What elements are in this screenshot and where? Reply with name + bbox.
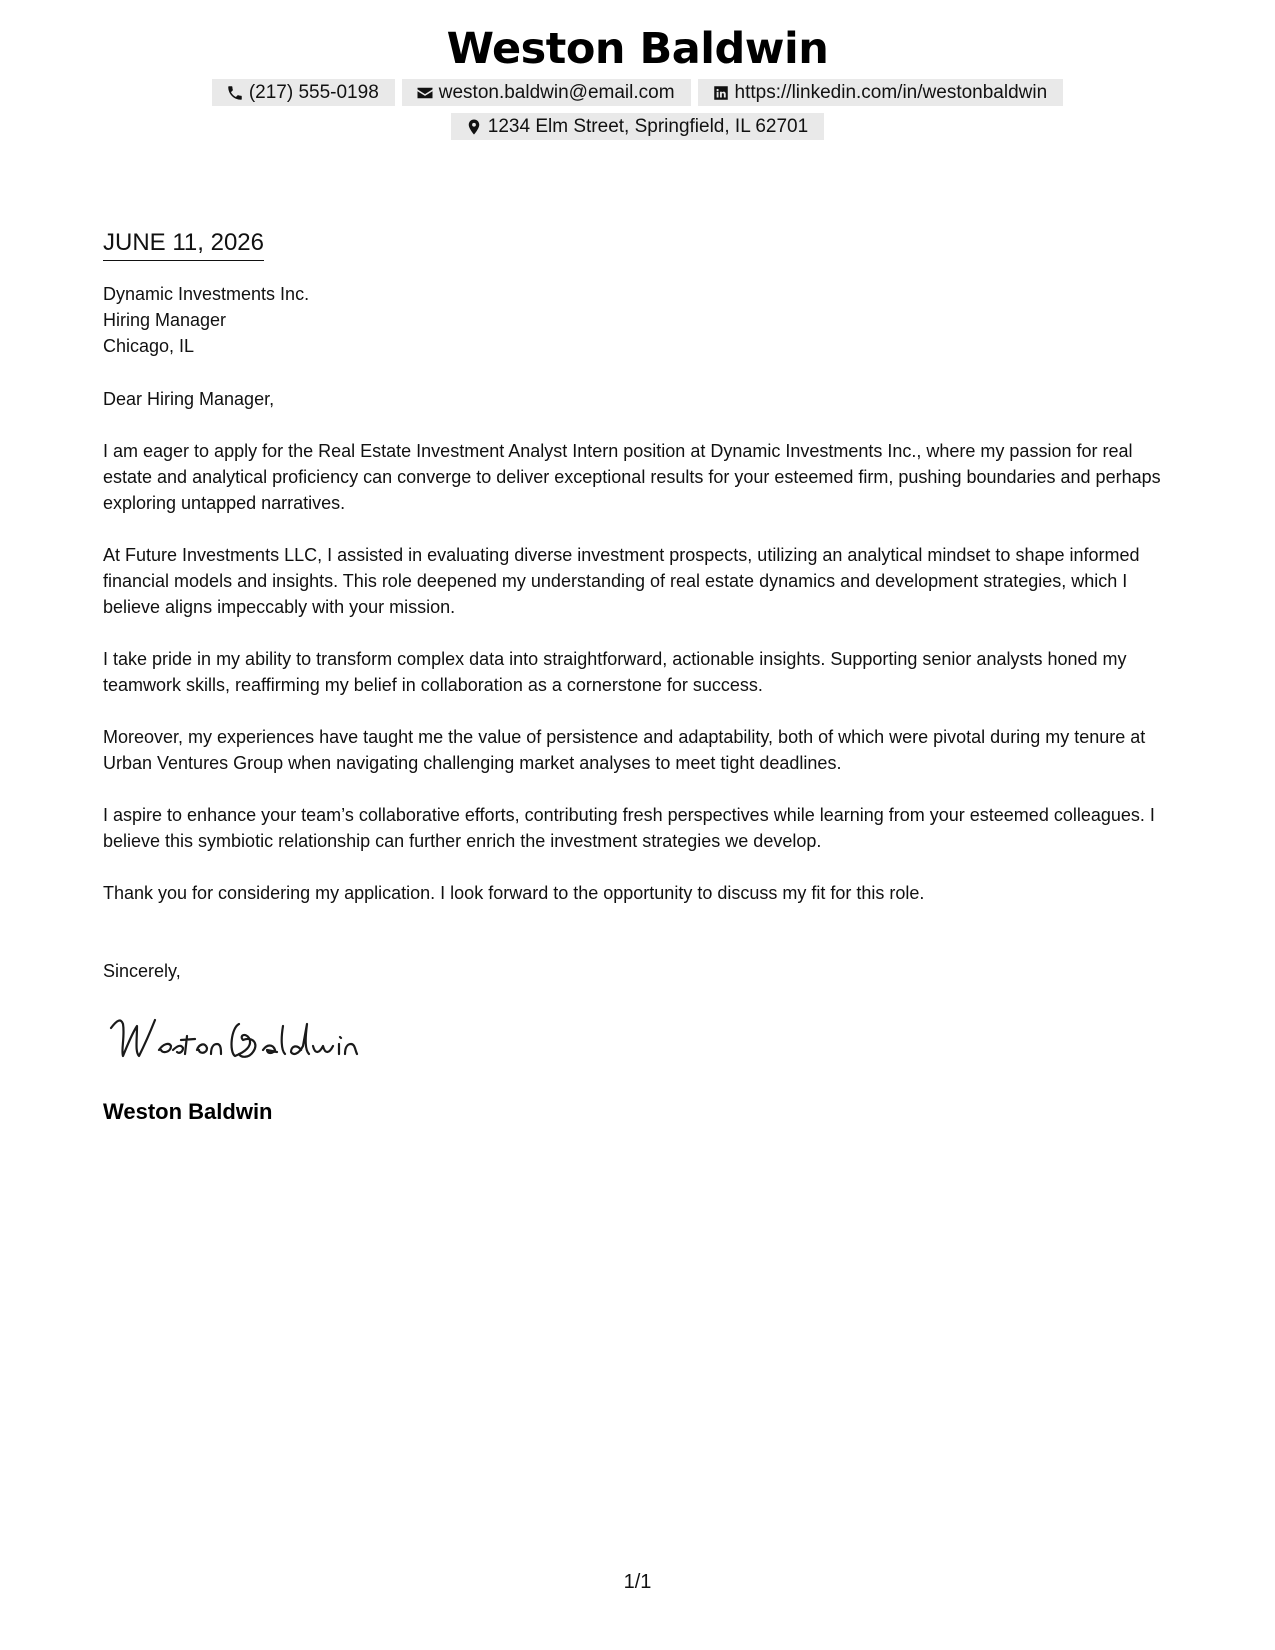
map-pin-icon xyxy=(465,118,483,136)
address-chip xyxy=(451,113,824,140)
salutation: Dear Hiring Manager, xyxy=(103,389,275,409)
phone-number: (217) 555-0198 xyxy=(248,81,379,103)
handwritten-signature xyxy=(103,1006,363,1070)
body-paragraph: At Future Investments LLC, I assisted in evaluating diverse investment prospects, utilizing an analytical mindset to shape informed financial models and insights. This role deepened my understanding of real estate dynamics and development strategies, which I believe aligns impeccably with your mission. xyxy=(103,545,1140,617)
body-paragraph: I am eager to apply for the Real Estate Investment Analyst Intern position at Dynamic Investments Inc., where my passion for real estate and analytical proficiency can converge to deliver exceptional results for your esteemed firm, pushing boundaries and perhaps exploring untapped narratives. xyxy=(103,441,1161,513)
signer-name: Weston Baldwin xyxy=(103,1099,273,1124)
recipient-location: Chicago, IL xyxy=(103,336,195,356)
linkedin-url: https://linkedin.com/in/westonbaldwin xyxy=(734,81,1048,103)
recipient-title: Hiring Manager xyxy=(103,310,227,330)
contact-row xyxy=(0,79,1275,106)
body-paragraph: I aspire to enhance your team’s collaborative efforts, contributing fresh perspectives while learning from your esteemed colleagues. I believe this symbiotic relationship can further enrich the investment strategies we develop. xyxy=(103,805,1155,851)
body-paragraph: Moreover, my experiences have taught me the value of persistence and adaptability, both of which were pivotal during my tenure at Urban Ventures Group when navigating challenging market analyses to meet tight deadlines. xyxy=(103,727,1146,773)
linkedin-chip[interactable] xyxy=(698,79,1064,106)
applicant-name: Weston Baldwin xyxy=(446,24,829,74)
address-row xyxy=(0,113,1275,140)
phone-chip[interactable] xyxy=(212,79,395,106)
envelope-icon xyxy=(416,84,434,102)
email-address: weston.baldwin@email.com xyxy=(438,81,675,103)
phone-icon xyxy=(226,84,244,102)
recipient-block xyxy=(103,281,1183,359)
linkedin-icon xyxy=(712,84,730,102)
letter-header xyxy=(0,22,1275,140)
page-number: 1/1 xyxy=(623,1571,652,1593)
closing: Sincerely, xyxy=(103,961,181,981)
body-paragraph: Thank you for considering my application. I look forward to the opportunity to discuss my fit for this role. xyxy=(103,883,925,903)
recipient-company: Dynamic Investments Inc. xyxy=(103,284,310,304)
body-paragraph: I take pride in my ability to transform complex data into straightforward, actionable insights. Supporting senior analysts honed my teamwork skills, reaffirming my belief in collaboration as a cornerstone for success. xyxy=(103,649,1127,695)
letter-body xyxy=(103,226,1183,1127)
letter-date: JUNE 11, 2026 xyxy=(103,226,264,261)
street-address: 1234 Elm Street, Springfield, IL 62701 xyxy=(487,115,809,137)
email-chip[interactable] xyxy=(402,79,691,106)
